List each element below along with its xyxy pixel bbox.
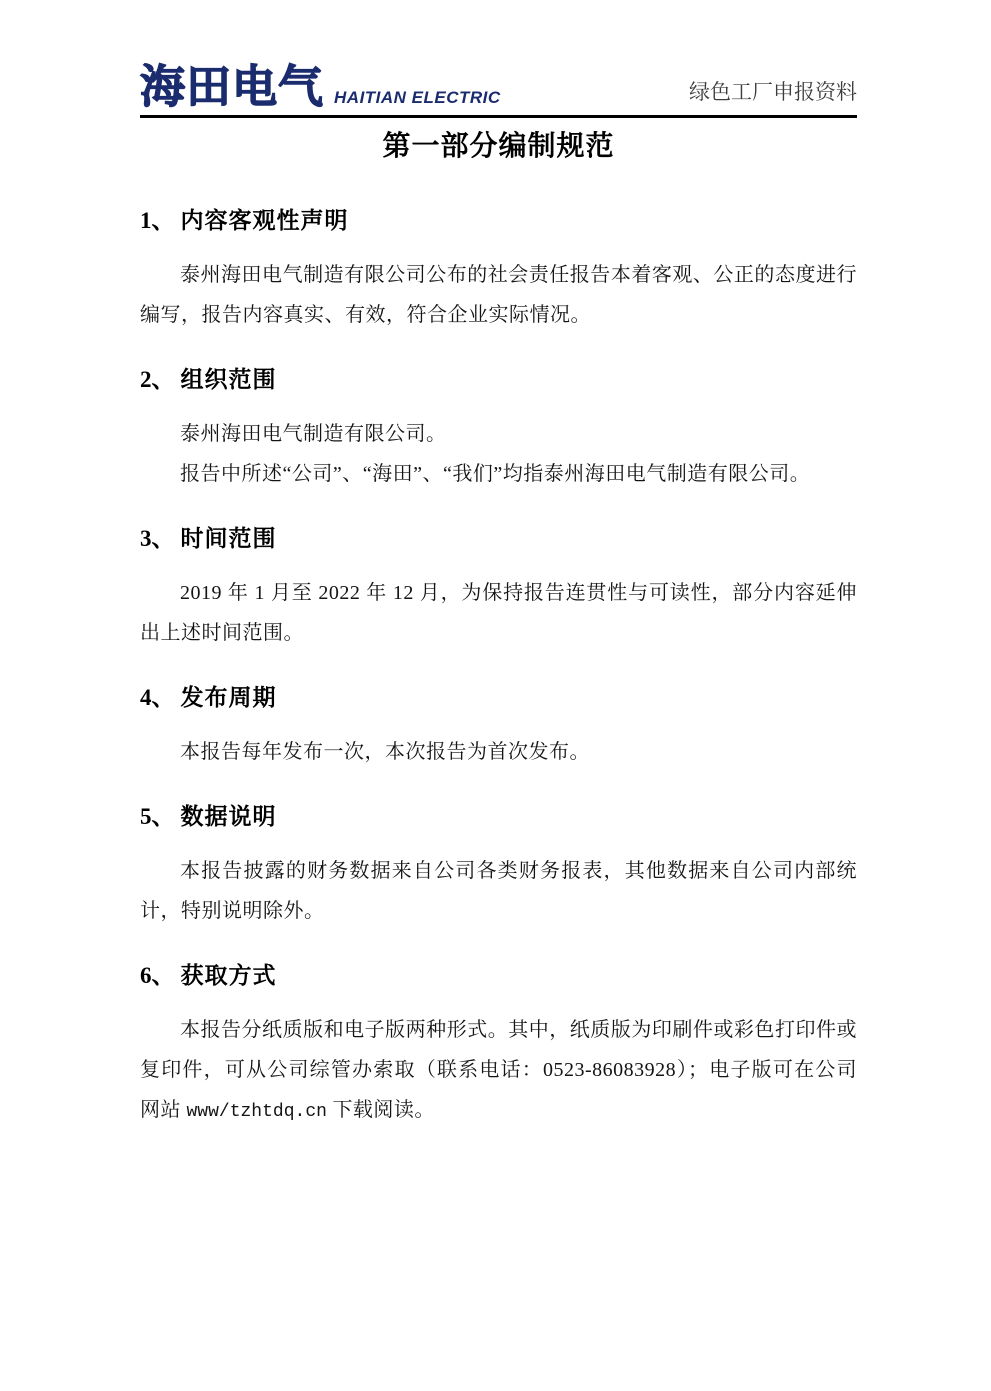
section-heading (140, 961, 857, 990)
section-heading-label: 数据说明 (180, 803, 277, 829)
section-heading-label: 发布周期 (180, 684, 277, 710)
section-number: 6、 (140, 963, 175, 988)
section-number: 1、 (140, 208, 175, 233)
logo-chinese-text: 海田电气 (140, 61, 325, 112)
company-logo (140, 61, 501, 112)
section-heading-label: 内容客观性声明 (180, 207, 349, 233)
section-heading (140, 683, 857, 712)
paragraph: 泰州海田电气制造有限公司公布的社会责任报告本着客观、公正的态度进行编写，报告内容真实、有效，符合企业实际情况。 (140, 264, 857, 326)
section-heading-label: 组织范围 (180, 366, 277, 392)
paragraph-text: 下载阅读。 (326, 1099, 435, 1121)
section-body (140, 573, 857, 653)
section-number: 2、 (140, 367, 175, 392)
section-heading-label: 时间范围 (180, 525, 277, 551)
logo-english-text: HAITIAN ELECTRIC (334, 88, 501, 107)
section-body (140, 1010, 857, 1132)
paragraph: 本报告披露的财务数据来自公司各类财务报表，其他数据来自公司内部统计，特别说明除外。 (140, 860, 857, 922)
section-heading (140, 802, 857, 831)
section-objectivity-statement (140, 206, 857, 335)
section-access-method (140, 961, 857, 1132)
section-number: 3、 (140, 526, 175, 551)
section-heading (140, 206, 857, 235)
section-release-cycle (140, 683, 857, 772)
section-body (140, 414, 857, 494)
paragraph-text: 本报告分纸质版和电子版两种形式。其中，纸质版为印刷件或彩色打印件或复印件，可从公司综管办索取（联系电话：0523-86083928）；电子版可在公司网站 (140, 1019, 857, 1121)
section-body (140, 732, 857, 772)
section-body (140, 255, 857, 335)
page-title: 第一部分编制规范 (382, 130, 615, 161)
paragraph: 泰州海田电气制造有限公司。 (180, 423, 447, 445)
paragraph: 报告中所述“公司”、“海田”、“我们”均指泰州海田电气制造有限公司。 (180, 463, 811, 485)
section-number: 5、 (140, 804, 175, 829)
paragraph: 2019 年 1 月至 2022 年 12 月，为保持报告连贯性与可读性，部分内容延伸出上述时间范围。 (140, 582, 857, 644)
paragraph: 本报告每年发布一次，本次报告为首次发布。 (180, 741, 590, 763)
section-number: 4、 (140, 685, 175, 710)
section-heading (140, 365, 857, 394)
website-url: www/tzhtdq.cn (186, 1102, 327, 1122)
section-data-description (140, 802, 857, 931)
header-doc-label: 绿色工厂申报资料 (689, 81, 857, 104)
section-heading (140, 524, 857, 553)
section-time-scope (140, 524, 857, 653)
paragraph (140, 1010, 857, 1132)
section-organization-scope (140, 365, 857, 494)
section-body (140, 851, 857, 931)
page-header (140, 0, 857, 118)
section-heading-label: 获取方式 (180, 962, 277, 988)
